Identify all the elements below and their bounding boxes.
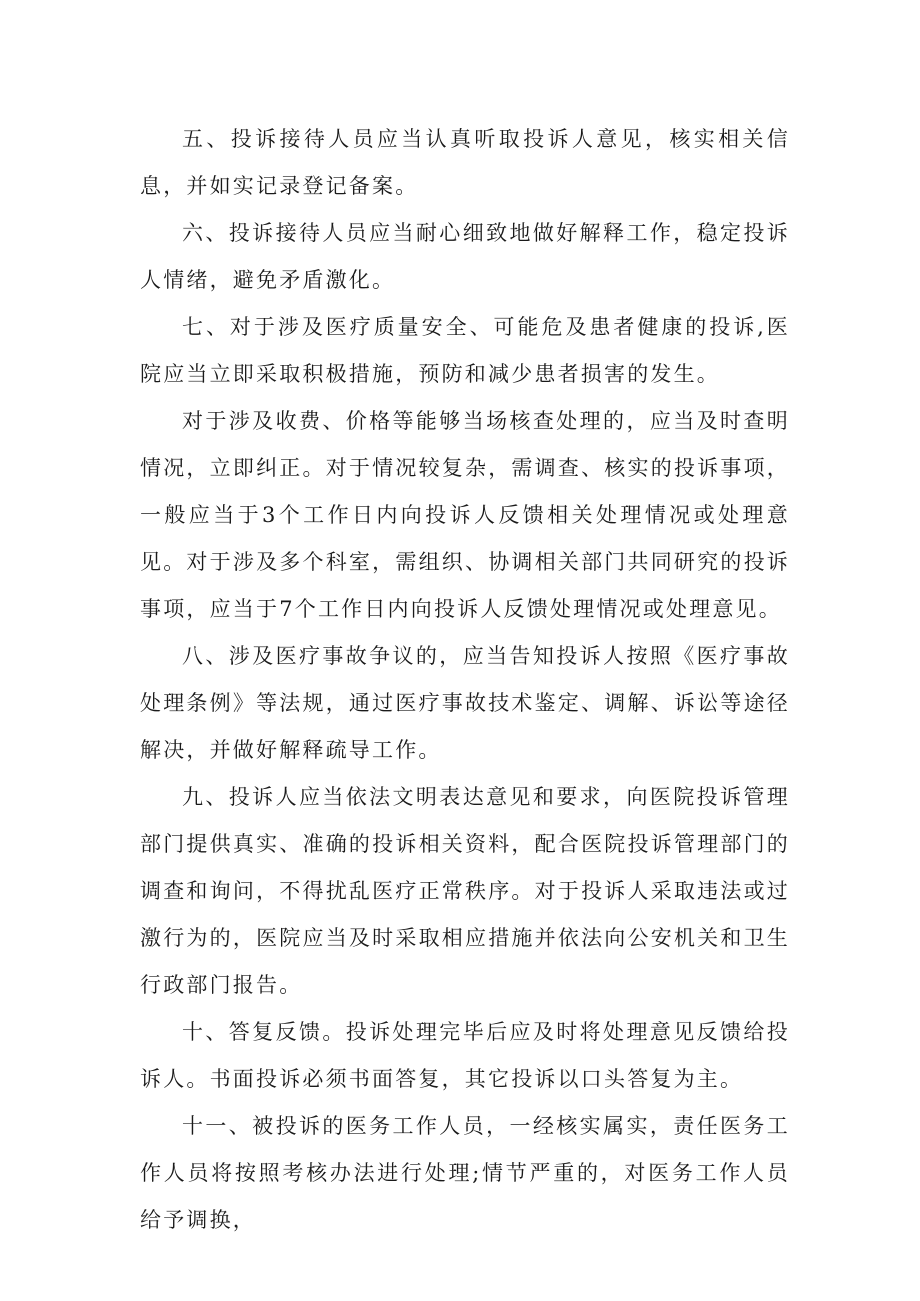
paragraph-eleven: 十一、被投诉的医务工作人员，一经核实属实，责任医务工作人员将按照考核办法进行处理;情节严重的，对医务工作人员给予调换， [140,1114,790,1232]
paragraph-seven-detail: 对于涉及收费、价格等能够当场核查处理的，应当及时查明情况，立即纠正。对于情况较复杂，需调查、核实的投诉事项，一般应当于3个工作日内向投诉人反馈相关处理情况或处理意见。对于涉及多个科室，需组织、协调相关部门共同研究的投诉事项，应当于7个工作日内向投诉人反馈处理情况或处理意见。 [140,409,790,621]
paragraph-nine: 九、投诉人应当依法文明表达意见和要求，向医院投诉管理部门提供真实、准确的投诉相关资料，配合医院投诉管理部门的调查和询问，不得扰乱医疗正常秩序。对于投诉人采取违法或过激行为的，医院应当及时采取相应措施并依法向公安机关和卫生行政部门报告。 [140,785,790,997]
paragraph-ten: 十、答复反馈。投诉处理完毕后应及时将处理意见反馈给投诉人。书面投诉必须书面答复，其它投诉以口头答复为主。 [140,1020,790,1091]
paragraph-eight: 八、涉及医疗事故争议的，应当告知投诉人按照《医疗事故处理条例》等法规，通过医疗事故技术鉴定、调解、诉讼等途径解决，并做好解释疏导工作。 [140,644,790,762]
paragraph-six: 六、投诉接待人员应当耐心细致地做好解释工作，稳定投诉人情绪，避免矛盾激化。 [140,221,790,292]
paragraph-five: 五、投诉接待人员应当认真听取投诉人意见，核实相关信息，并如实记录登记备案。 [140,127,790,198]
paragraph-seven: 七、对于涉及医疗质量安全、可能危及患者健康的投诉,医院应当立即采取积极措施，预防和减少患者损害的发生。 [140,315,790,386]
document-body [140,116,790,1244]
